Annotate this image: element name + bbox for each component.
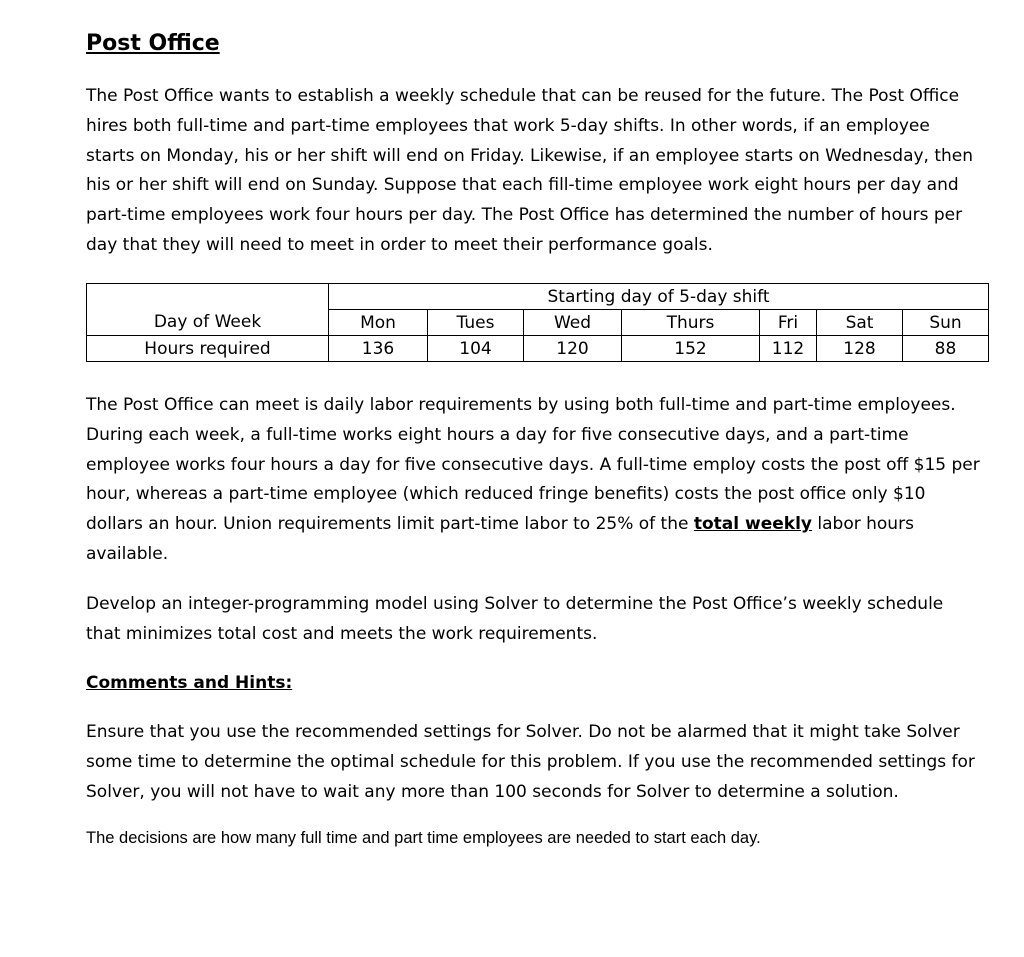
document-title: Post Office [86, 31, 220, 56]
paragraph-line: some time to determine the optimal schedule for this problem. If you use the recommended settings for [86, 751, 975, 772]
labor-requirements-paragraph [86, 391, 996, 570]
hints-paragraph [86, 718, 996, 807]
emphasis-total-weekly: total weekly [693, 514, 812, 535]
paragraph-line: his or her shift will end on Sunday. Suppose that each fill-time employee work eight hours per day and [86, 175, 959, 196]
paragraph-line: hires both full-time and part-time employees that work 5-day shifts. In other words, if an employee [86, 115, 930, 136]
hours-cell: 112 [760, 336, 817, 362]
hours-cell: 104 [428, 336, 524, 362]
hours-cell: 88 [903, 336, 989, 362]
paragraph-line: day that they will need to meet in order to meet their performance goals. [86, 234, 713, 255]
table-header-row [87, 284, 989, 310]
day-header: Thurs [622, 310, 760, 336]
table-corner-cell [87, 284, 329, 310]
paragraph-line: The Post Office wants to establish a weekly schedule that can be reused for the future. The Post Office [86, 86, 960, 106]
day-header: Mon [329, 310, 428, 336]
paragraph-line: employee works four hours a day for five consecutive days. A full-time employ costs the post off $15 per [86, 454, 980, 475]
decisions-note: The decisions are how many full time and part time employees are needed to start each day. [86, 829, 761, 847]
hours-cell: 128 [817, 336, 903, 362]
paragraph-line: The Post Office can meet is daily labor requirements by using both full-time and part-time employees. [86, 395, 956, 415]
day-of-week-row [87, 310, 989, 336]
paragraph-line [86, 510, 996, 540]
day-header: Wed [524, 310, 622, 336]
line-text: labor hours [812, 514, 914, 535]
hours-cell: 136 [329, 336, 428, 362]
paragraph-line: During each week, a full-time works eight hours a day for five consecutive days, and a part-time [86, 424, 909, 445]
day-header: Tues [428, 310, 524, 336]
line-text: dollars an hour. Union requirements limit part-time labor to 25% of the [86, 514, 694, 535]
day-header: Sat [817, 310, 903, 336]
paragraph-line: starts on Monday, his or her shift will end on Friday. Likewise, if an employee starts on Wednesday, then [86, 145, 974, 166]
day-header: Fri [760, 310, 817, 336]
paragraph-line: available. [86, 543, 169, 564]
paragraph-line: Ensure that you use the recommended settings for Solver. Do not be alarmed that it might take Solver [86, 722, 960, 742]
hours-cell: 120 [524, 336, 622, 362]
paragraph-line: hour, whereas a part-time employee (which reduced fringe benefits) costs the post office only $10 [86, 484, 926, 505]
day-header: Sun [903, 310, 989, 336]
row-label-day-of-week: Day of Week [87, 310, 329, 336]
intro-paragraph [86, 82, 996, 261]
hours-required-table [86, 283, 989, 362]
hours-required-row [87, 336, 989, 362]
comments-heading: Comments and Hints: [86, 673, 293, 693]
paragraph-line: part-time employees work four hours per day. The Post Office has determined the number of hours per [86, 205, 963, 226]
hours-cell: 152 [622, 336, 760, 362]
task-paragraph [86, 590, 996, 650]
row-label-hours-required: Hours required [87, 336, 329, 362]
paragraph-line: that minimizes total cost and meets the work requirements. [86, 623, 598, 644]
span-header: Starting day of 5-day shift [329, 284, 989, 310]
paragraph-line: Develop an integer-programming model using Solver to determine the Post Office’s weekly schedule [86, 594, 944, 614]
paragraph-line: Solver, you will not have to wait any more than 100 seconds for Solver to determine a solution. [86, 781, 899, 802]
